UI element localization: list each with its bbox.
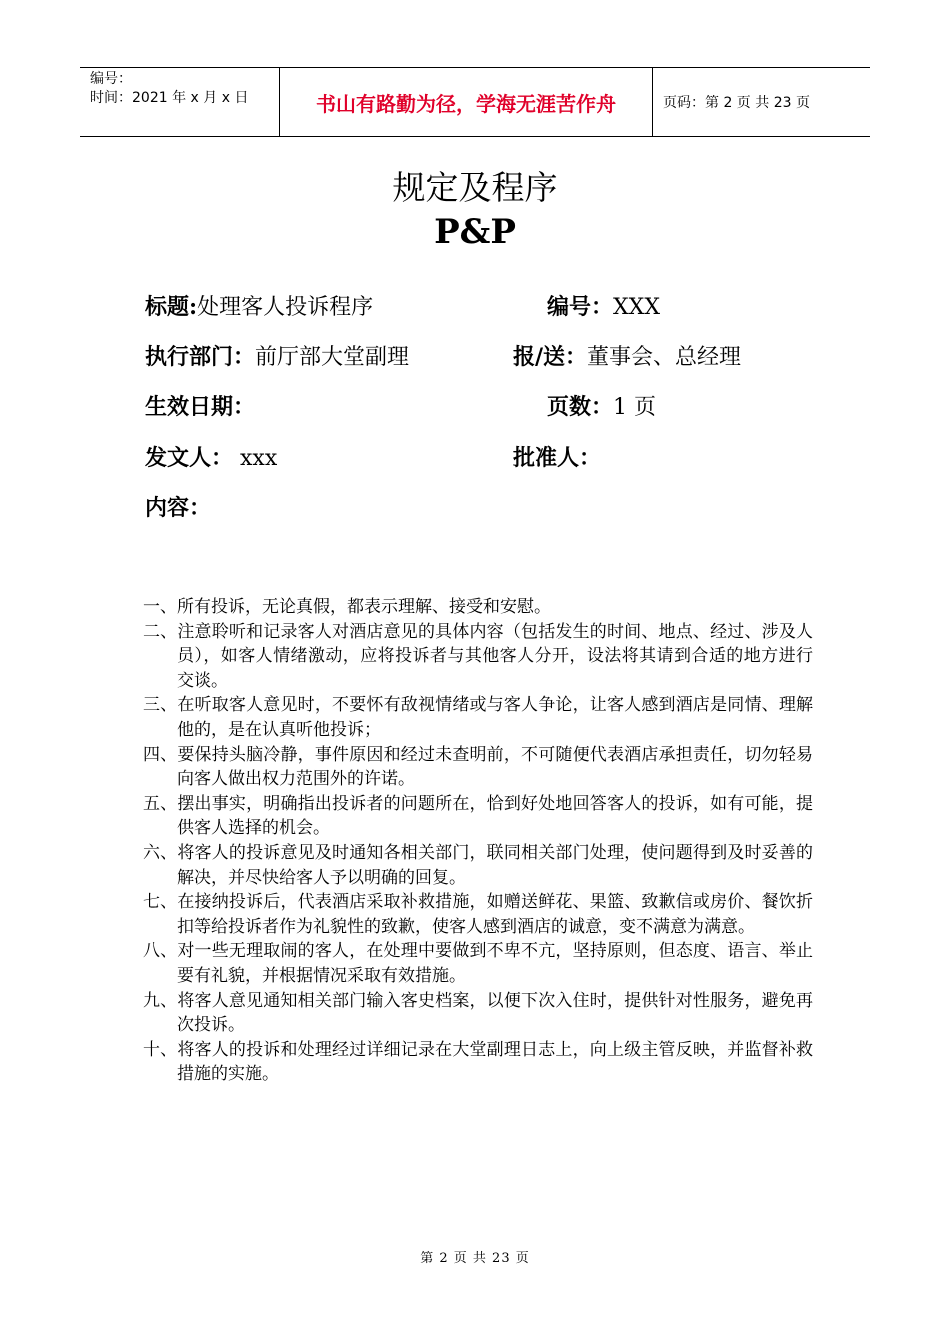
meta-row-subject xyxy=(145,292,845,322)
list-item: 九、将客人意见通知相关部门输入客史档案，以便下次入住时，提供针对性服务，避免再次投诉。 xyxy=(143,990,813,1036)
issuer-value: xxx xyxy=(240,446,278,471)
approver-label: 批准人： xyxy=(513,445,602,471)
dept-label: 执行部门： xyxy=(145,344,256,370)
page-footer: 第 2 页 共 23 页 xyxy=(420,1251,530,1266)
document-subtitle: P&P xyxy=(434,212,516,252)
list-item: 三、在听取客人意见时，不要怀有敌视情绪或与客人争论，让客人感到酒店是同情、理解他的，是在认真听他投诉； xyxy=(143,695,813,740)
meta-row-dept xyxy=(145,342,845,372)
code-label: 编号： xyxy=(547,294,614,320)
header-left-cell xyxy=(80,68,280,136)
header-number-label: 编号： xyxy=(90,71,132,87)
dept-value: 前厅部大堂副理 xyxy=(255,345,410,370)
list-item: 二、注意聆听和记录客人对酒店意见的具体内容（包括发生的时间、地点、经过、涉及人员），如客人情绪激动，应将投诉者与其他客人分开，设法将其请到合适的地方进行交谈。 xyxy=(143,621,813,691)
list-item: 七、在接纳投诉后，代表酒店采取补救措施，如赠送鲜花、果篮、致歉信或房价、餐饮折扣等给投诉者作为礼貌性的致歉，使客人感到酒店的诚意，变不满意为满意。 xyxy=(143,892,813,937)
effective-label: 生效日期： xyxy=(145,394,256,420)
content-label: 内容： xyxy=(145,495,212,521)
list-item: 四、要保持头脑冷静，事件原因和经过未查明前，不可随便代表酒店承担责任，切勿轻易向客人做出权力范围外的许诺。 xyxy=(143,744,813,790)
list-item: 八、对一些无理取闹的客人，在处理中要做到不卑不亢，坚持原则，但态度、语言、举止要有礼貌，并根据情况采取有效措施。 xyxy=(143,941,813,986)
meta-row-content xyxy=(145,493,845,523)
meta-row-effective xyxy=(145,392,845,422)
document-title: 规定及程序 xyxy=(392,168,558,207)
header-page-code: 页码：第 2 页 共 23 页 xyxy=(663,95,810,111)
procedure-list xyxy=(143,595,813,1087)
report-value: 董事会、总经理 xyxy=(587,345,742,370)
pages-label: 页数： xyxy=(547,394,614,420)
list-item: 十、将客人的投诉和处理经过详细记录在大堂副理日志上，向上级主管反映，并监督补救措施的实施。 xyxy=(143,1039,813,1085)
report-label: 报/送： xyxy=(513,344,588,370)
header-time-label: 时间：2021 年 x 月 x 日 xyxy=(90,90,249,106)
code-value: XXX xyxy=(613,295,661,320)
list-item: 六、将客人的投诉意见及时通知各相关部门，联同相关部门处理，使问题得到及时妥善的解决，并尽快给客人予以明确的回复。 xyxy=(143,842,813,888)
page-header xyxy=(80,67,870,137)
header-motto: 书山有路勤为径，学海无涯苦作舟 xyxy=(280,68,653,136)
list-item: 一、所有投诉，无论真假，都表示理解、接受和安慰。 xyxy=(143,597,551,617)
meta-row-issuer xyxy=(145,443,845,473)
list-item: 五、摆出事实，明确指出投诉者的问题所在，恰到好处地回答客人的投诉，如有可能，提供客人选择的机会。 xyxy=(143,793,813,839)
subject-value: 处理客人投诉程序 xyxy=(197,295,374,320)
pages-value: 1 页 xyxy=(613,395,657,420)
subject-label: 标题: xyxy=(145,294,198,320)
issuer-label: 发文人： xyxy=(145,445,234,471)
